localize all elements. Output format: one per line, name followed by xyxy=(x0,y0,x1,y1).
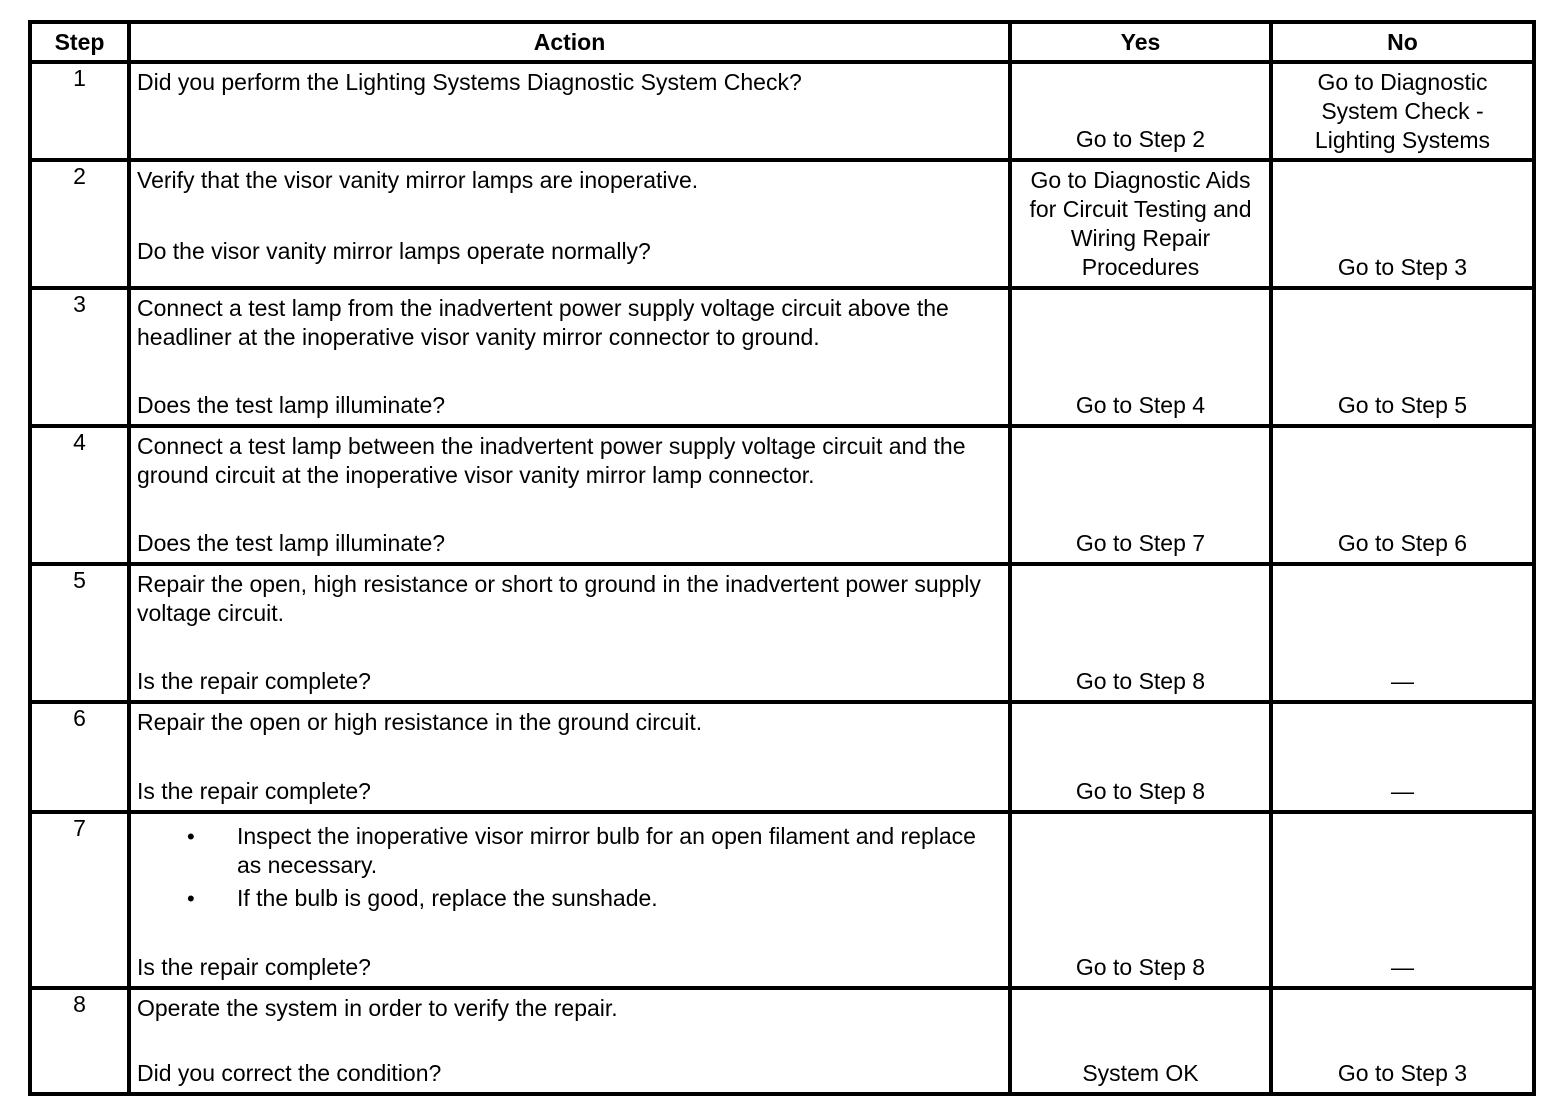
action-cell xyxy=(129,160,1010,288)
action-cell xyxy=(129,988,1010,1094)
no-cell xyxy=(1271,564,1534,702)
step-number: 1 xyxy=(30,62,129,160)
action-question: Is the repair complete? xyxy=(137,668,371,694)
yes-cell xyxy=(1010,160,1271,288)
action-cell xyxy=(129,62,1010,160)
no-result: — xyxy=(1391,668,1414,694)
header-yes: Yes xyxy=(1010,22,1271,62)
yes-result: Go to Diagnostic Aids for Circuit Testing and Wiring Repair Procedures xyxy=(1029,167,1252,280)
header-row xyxy=(30,22,1534,62)
step-number: 8 xyxy=(30,988,129,1094)
table-row xyxy=(30,988,1534,1094)
header-action: Action xyxy=(129,22,1010,62)
action-text: Did you perform the Lighting Systems Diagnostic System Check? xyxy=(137,69,802,95)
action-bullet: • Inspect the inoperative visor mirror bulb for an open filament and replace as necessary. xyxy=(237,822,1002,880)
action-cell xyxy=(129,702,1010,812)
yes-result: Go to Step 4 xyxy=(1075,392,1206,418)
table-row xyxy=(30,812,1534,988)
step-number: 4 xyxy=(30,426,129,564)
action-text: Repair the open, high resistance or short to ground in the inadvertent power supply voltage circuit. xyxy=(137,571,981,626)
no-cell xyxy=(1271,812,1534,988)
yes-result: System OK xyxy=(1082,1060,1199,1086)
no-cell xyxy=(1271,426,1534,564)
yes-cell xyxy=(1010,988,1271,1094)
yes-cell xyxy=(1010,812,1271,988)
action-question: Did you correct the condition? xyxy=(137,1060,442,1086)
step-number: 3 xyxy=(30,288,129,426)
no-result: Go to Step 5 xyxy=(1337,392,1468,418)
table-row xyxy=(30,564,1534,702)
no-result: Go to Step 6 xyxy=(1337,530,1468,556)
header-no: No xyxy=(1271,22,1534,62)
action-text: Repair the open or high resistance in the ground circuit. xyxy=(137,709,703,735)
action-question: Is the repair complete? xyxy=(137,954,371,980)
action-text: Connect a test lamp between the inadvertent power supply voltage circuit and the ground circuit at the inoperative visor vanity mirror lamp connector. xyxy=(137,433,966,488)
table-row xyxy=(30,288,1534,426)
yes-cell xyxy=(1010,564,1271,702)
step-number: 5 xyxy=(30,564,129,702)
no-cell xyxy=(1271,62,1534,160)
action-question: Is the repair complete? xyxy=(137,778,371,804)
step-number: 2 xyxy=(30,160,129,288)
yes-result: Go to Step 2 xyxy=(1075,126,1206,152)
no-cell xyxy=(1271,288,1534,426)
action-text: Connect a test lamp from the inadvertent power supply voltage circuit above the headliner at the inoperative visor vanity mirror connector to ground. xyxy=(137,295,949,350)
action-cell xyxy=(129,564,1010,702)
no-cell xyxy=(1271,988,1534,1094)
action-question: Do the visor vanity mirror lamps operate normally? xyxy=(137,238,651,264)
no-result: Go to Step 3 xyxy=(1337,1060,1468,1086)
diagnostic-table xyxy=(28,20,1536,1096)
yes-cell xyxy=(1010,62,1271,160)
header-step: Step xyxy=(30,22,129,62)
yes-result: Go to Step 8 xyxy=(1075,954,1206,980)
yes-cell xyxy=(1010,426,1271,564)
table-row xyxy=(30,62,1534,160)
table-row xyxy=(30,160,1534,288)
step-number: 7 xyxy=(30,812,129,988)
yes-result: Go to Step 8 xyxy=(1075,668,1206,694)
action-cell xyxy=(129,288,1010,426)
action-text: Operate the system in order to verify the repair. xyxy=(137,995,618,1021)
yes-cell xyxy=(1010,702,1271,812)
action-cell xyxy=(129,812,1010,988)
action-question: Does the test lamp illuminate? xyxy=(137,392,446,418)
no-cell xyxy=(1271,160,1534,288)
no-result: Go to Step 3 xyxy=(1337,254,1468,280)
no-result: Go to Diagnostic System Check - Lighting Systems xyxy=(1314,69,1491,153)
step-number: 6 xyxy=(30,702,129,812)
yes-cell xyxy=(1010,288,1271,426)
no-result: — xyxy=(1391,778,1414,804)
action-bullet-list xyxy=(137,822,1002,913)
action-text: Verify that the visor vanity mirror lamps are inoperative. xyxy=(137,167,699,193)
yes-result: Go to Step 7 xyxy=(1075,530,1206,556)
action-question: Does the test lamp illuminate? xyxy=(137,530,446,556)
table-row xyxy=(30,426,1534,564)
yes-result: Go to Step 8 xyxy=(1075,778,1206,804)
action-cell xyxy=(129,426,1010,564)
table-row xyxy=(30,702,1534,812)
action-bullet: • If the bulb is good, replace the sunshade. xyxy=(237,884,1002,913)
no-result: — xyxy=(1391,954,1414,980)
no-cell xyxy=(1271,702,1534,812)
